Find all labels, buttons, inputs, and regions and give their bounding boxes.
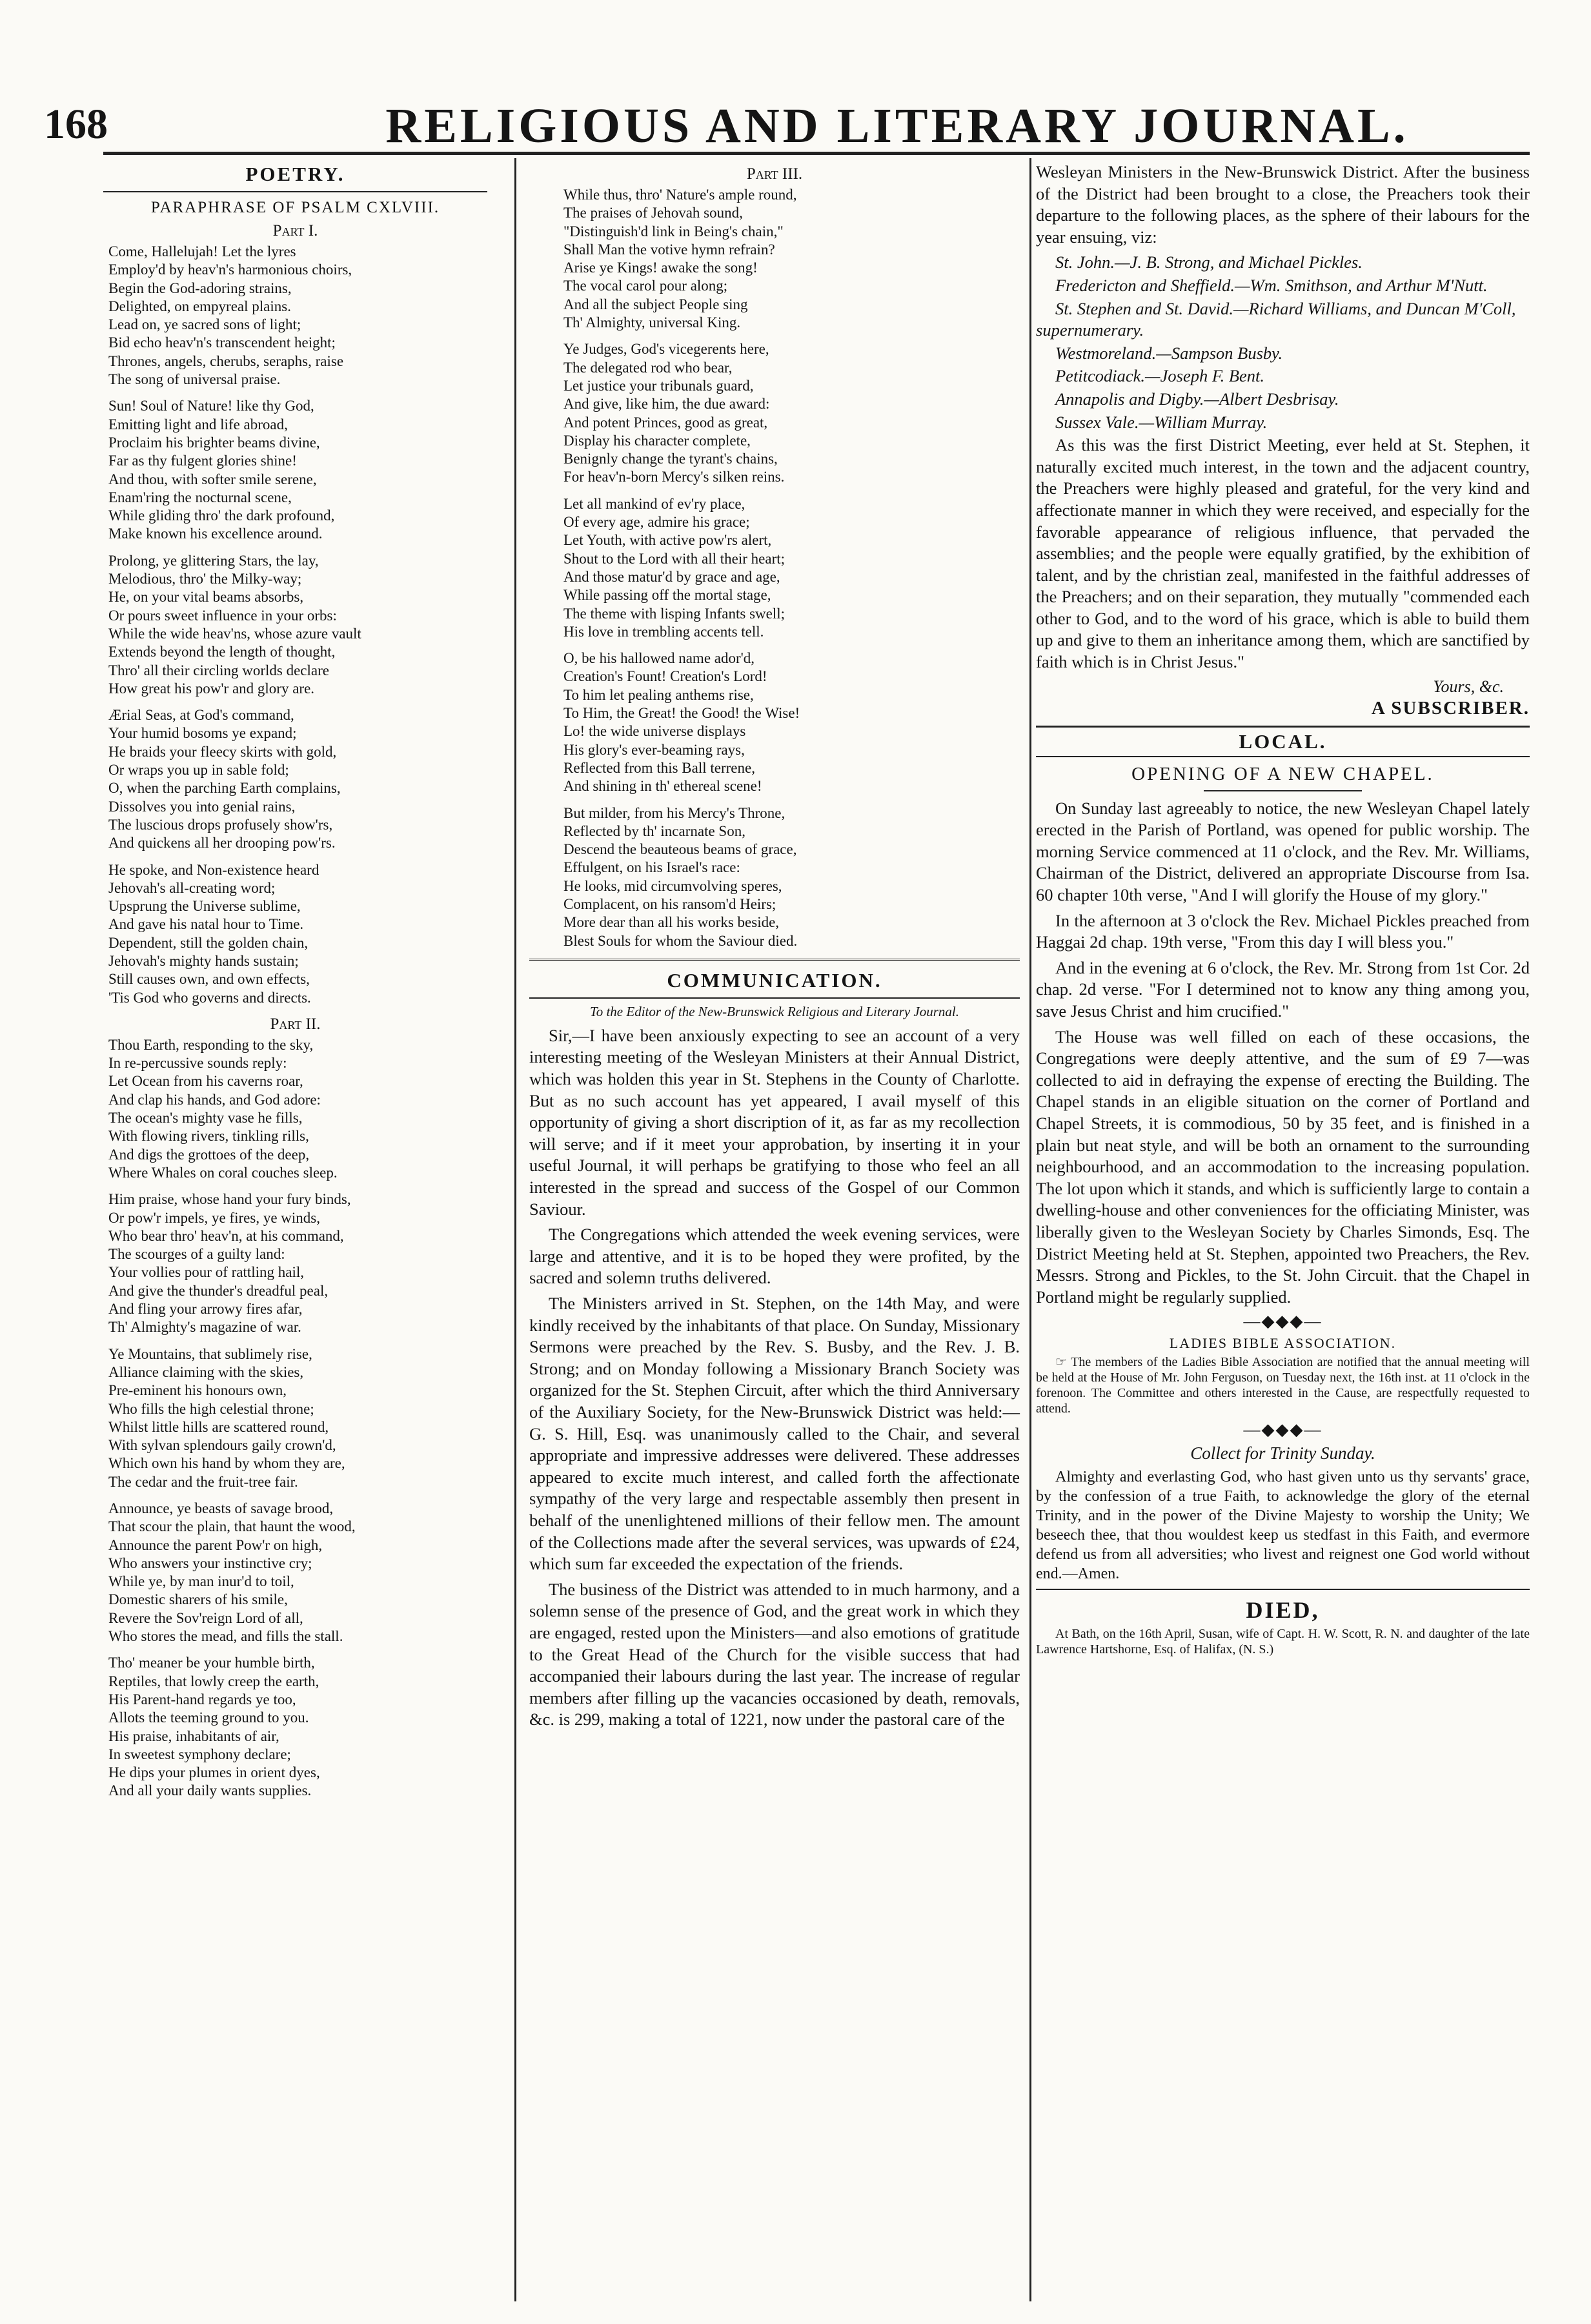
verse-line: And digs the grottoes of the deep, (108, 1146, 310, 1163)
rule (1036, 1589, 1530, 1590)
verse-line: Or wraps you up in sable fold; (108, 762, 289, 779)
paragraph: Wesleyan Ministers in the New-Brunswick District. After the business of the District had been brought to a close, the Preachers took their departure to the following places, as the sphere of their labours for the year ensuing, viz: (1036, 162, 1530, 247)
stanza-group (103, 1036, 487, 1800)
verse-line: Announce the parent Pow'r on high, (108, 1536, 323, 1553)
verse-line: Let Youth, with active pow'rs alert, (563, 532, 772, 549)
verse-line: Your humid bosoms ye expand; (108, 725, 297, 742)
verse-line: Who answers your instinctive cry; (108, 1554, 312, 1571)
collect-text: Almighty and everlasting God, who hast given unto us thy servants' grace, by the confession of a true Faith, to acknowledge the glory of the eternal Trinity, and in the power of the Divine Majesty to worship the Unity; We beseech thee, that thou wouldest keep us stedfast in this Faith, and evermore defend us from all adversities; who livest and reignest one God world without end.—Amen. (1036, 1469, 1530, 1583)
station-entry: Annapolis and Digby.—Albert Desbrisay. (1055, 389, 1339, 409)
verse-line: The vocal carol pour along; (563, 278, 728, 294)
verse-line: His praise, inhabitants of air, (108, 1728, 279, 1744)
verse-line: How great his pow'r and glory are. (108, 680, 315, 697)
editor-address: To the Editor of the New-Brunswick Religious and Literary Journal. (589, 1003, 960, 1019)
verse-line: And all the subject People sing (563, 296, 748, 312)
stanza (103, 552, 487, 698)
verse-line: In re-percussive sounds reply: (108, 1055, 287, 1072)
verse-line: Reptiles, that lowly creep the earth, (108, 1673, 319, 1689)
verse-line: The scourges of a guilty land: (108, 1246, 285, 1263)
verse-line: Or pow'r impels, ye fires, ye winds, (108, 1209, 320, 1226)
verse-line: Arise ye Kings! awake the song! (563, 260, 758, 276)
verse-line: Let justice your tribunals guard, (563, 377, 754, 394)
verse-line: Which own his hand by whom they are, (108, 1455, 345, 1472)
verse-line: Still causes own, and own effects, (108, 971, 310, 988)
died-heading: DIED, (1246, 1597, 1320, 1624)
verse-line: While thus, thro' Nature's ample round, (563, 187, 797, 203)
collect-heading: Collect for Trinity Sunday. (1190, 1443, 1375, 1463)
verse-line: He dips your plumes in orient dyes, (108, 1764, 320, 1781)
verse-line: With flowing rivers, tinkling rills, (108, 1128, 309, 1145)
verse-line: Ærial Seas, at God's command, (108, 707, 294, 724)
verse-line: The cedar and the fruit-tree fair. (108, 1473, 298, 1490)
verse-line: Shout to the Lord with all their heart; (563, 550, 785, 567)
verse-line: The luscious drops profusely show'rs, (108, 816, 333, 833)
verse-line: Who bear thro' heav'n, at his command, (108, 1227, 344, 1244)
verse-line: Or pours sweet influence in your orbs: (108, 607, 337, 624)
verse-line: The ocean's mighty vase he fills, (108, 1110, 303, 1126)
verse-line: Display his character complete, (563, 432, 751, 449)
verse-line: Descend the beauteous beams of grace, (563, 841, 797, 858)
ornament: —◆◆◆— (1243, 1420, 1322, 1440)
verse-line: Domestic sharers of his smile, (108, 1591, 288, 1608)
paragraph: In the afternoon at 3 o'clock the Rev. Michael Pickles preached from Haggai 2d chap. 19th verse, "From this day I will bless you." (1036, 910, 1530, 952)
verse-line: His love in trembling accents tell. (563, 623, 764, 640)
verse-line: Let Ocean from his caverns roar, (108, 1073, 303, 1090)
died-notice: At Bath, on the 16th April, Susan, wife of Capt. H. W. Scott, R. N. and daughter of the late Lawrence Hartshorne, Esq. of Halifax, (N. S.) (1036, 1627, 1530, 1657)
verse-line: O, when the parching Earth complains, (108, 780, 341, 797)
verse-line: Benignly change the tyrant's chains, (563, 451, 778, 467)
verse-line: Where Whales on coral couches sleep. (108, 1164, 338, 1181)
masthead-rule (103, 152, 1530, 155)
verse-line: Tho' meaner be your humble birth, (108, 1655, 315, 1671)
verse-line: And all your daily wants supplies. (108, 1782, 312, 1799)
stanza (103, 1500, 487, 1646)
stanza (103, 243, 487, 389)
verse-line: But milder, from his Mercy's Throne, (563, 804, 785, 821)
verse-line: While the wide heav'ns, whose azure vault (108, 625, 361, 642)
verse-line: Delighted, on empyreal plains. (108, 298, 291, 314)
paragraph: The Ministers arrived in St. Stephen, on the 14th May, and were kindly received by the inhabitants of that place. On Sunday, Missionary Sermons were preached by the Rev. S. Busby, and the Rev. J. B. Strong; and on Monday following a Missionary Branch Society was organized for the St. Stephen Circuit, after which the third Anniversary of the Auxiliary Society, for the New-Brunswick District was held:—G. S. Hill, Esq. was unanimously called to the Chair, and several appropriate and impressive addresses were delivered. These addresses appeared to excite much interest, and called forth the affectionate sympathy of the very large and respectable assembly then present in behalf of the unenlightened millions of their fellow men. The amount of the Collections made after the several services, was upwards of £24, which sum far exceeded the expectation of the friends. (529, 1294, 1020, 1574)
verse-line: Dissolves you into genial rains, (108, 798, 296, 815)
verse-line: O, be his hallowed name ador'd, (563, 650, 755, 667)
verse-line: And potent Princes, good as great, (563, 414, 768, 431)
verse-line: He braids your fleecy skirts with gold, (108, 743, 337, 760)
verse-line: Who fills the high celestial throne; (108, 1400, 314, 1417)
verse-line: And thou, with softer smile serene, (108, 471, 317, 487)
verse-line: And quickens all her drooping pow'rs. (108, 835, 336, 851)
verse-line: Sun! Soul of Nature! like thy God, (108, 398, 314, 414)
left-column (103, 161, 487, 1809)
verse-line: Proclaim his brighter beams divine, (108, 434, 320, 451)
verse-line: He spoke, and Non-existence heard (108, 861, 319, 878)
poem-title: PARAPHRASE OF PSALM CXLVIII. (150, 199, 440, 216)
rule (103, 191, 487, 192)
verse-line: He looks, mid circumvolving speres, (563, 877, 782, 894)
closing-paragraph: As this was the first District Meeting, ever held at St. Stephen, it naturally excited much interest, in the town and the adjacent country, the Preachers were highly pleased and grateful, for the very kind and affectionate manner in which they were received, and especially for the favorable appearance of religious influence, that pervaded the assemblies; and the people were equally gratified, by the exhibition of talent, and by the christian zeal, manifested in the faithful addresses of the Preachers; and on their separation, they mutually "commended each other to God, and to the word of his grace, which is able to build them up and give to them an inheritance among them, which are sanctified by faith which is in Christ Jesus." (1036, 435, 1530, 672)
verse-line: Make known his excellence around. (108, 525, 323, 542)
stanza (103, 1190, 487, 1336)
verse-line: The delegated rod who bear, (563, 359, 733, 376)
rule (529, 959, 1020, 963)
verse-line: For heav'n-born Mercy's silken reins. (563, 469, 785, 485)
stanza (103, 861, 487, 1007)
chapel-heading: OPENING OF A NEW CHAPEL. (1131, 763, 1434, 784)
verse-line: Upsprung the Universe sublime, (108, 898, 301, 915)
ladies-heading: LADIES BIBLE ASSOCIATION. (1169, 1335, 1397, 1352)
verse-line: Pre-eminent his honours own, (108, 1382, 287, 1399)
verse-line: Dependent, still the golden chain, (108, 934, 309, 951)
stanza (103, 1036, 487, 1182)
paragraph: The Congregations which attended the week evening services, were large and attentive, and it is to be hoped they were profited, by the sacred and solemn truths delivered. (529, 1225, 1020, 1288)
paragraph: And in the evening at 6 o'clock, the Rev. Mr. Strong from 1st Cor. 2d chap. 2d verse. "For I determined not to know any thing among you, save Jesus Christ and him crucified." (1036, 957, 1530, 1021)
verse-line: While gliding thro' the dark profound, (108, 507, 335, 524)
paragraph: On Sunday last agreeably to notice, the new Wesleyan Chapel lately erected in the Parish of Portland, was opened for public worship. The morning Service commenced at 11 o'clock, and the Rev. Mr. Williams, Chairman of the District, delivered an appropriate Discourse from Isa. 60 chapter 10th verse, "And I will glorify the House of my glory." (1036, 798, 1530, 905)
station-entry: St. Stephen and St. David.—Richard Williams, and Duncan M'Coll, supernumerary. (1036, 298, 1516, 340)
verse-line: Revere the Sov'reign Lord of all, (108, 1609, 303, 1626)
verse-line: The praises of Jehovah sound, (563, 205, 743, 221)
stanza (558, 186, 1020, 332)
verse-line: The theme with lisping Infants swell; (563, 605, 785, 622)
verse-line: More dear than all his works beside, (563, 914, 780, 931)
poetry-heading: POETRY. (245, 163, 345, 185)
verse-line: To Him, the Great! the Good! the Wise! (563, 705, 800, 722)
station-entry: Sussex Vale.—William Murray. (1055, 412, 1268, 432)
verse-line: Thro' all their circling worlds declare (108, 662, 329, 678)
verse-line: And clap his hands, and God adore: (108, 1091, 321, 1108)
verse-line: Lead on, ye sacred sons of light; (108, 316, 301, 333)
verse-line: The song of universal praise. (108, 371, 281, 388)
part-label: Part III. (746, 165, 803, 183)
verse-line: Extends beyond the length of thought, (108, 644, 336, 660)
verse-line: Announce, ye beasts of savage brood, (108, 1500, 334, 1516)
verse-line: Jehovah's mighty hands sustain; (108, 952, 299, 969)
stanza (103, 397, 487, 543)
verse-line: Thou Earth, responding to the sky, (108, 1036, 314, 1053)
verse-line: Your vollies pour of rattling hail, (108, 1264, 305, 1281)
verse-line: Him praise, whose hand your fury binds, (108, 1191, 351, 1208)
paragraph: The business of the District was attended to in much harmony, and a solemn sense of the presence of God, and the great work in which they are engaged, rested upon the Ministers—and also emotions of gratitude to the Great Head of the Church for the visible success that had accompanied their labours during the last year. The increase of regular members after filling up the vacancies occasioned by death, removals, &c. is 299, making a total of 1221, now under the pastoral care of the (529, 1579, 1020, 1729)
journal-masthead: RELIGIOUS AND LITERARY JOURNAL. (385, 99, 1409, 153)
right-column (1036, 161, 1530, 1661)
verse-line: Reflected by th' incarnate Son, (563, 822, 745, 839)
part-label: Part II. (270, 1015, 321, 1033)
verse-line: And fling your arrowy fires afar, (108, 1301, 303, 1318)
stanza (558, 804, 1020, 950)
verse-line: Ye Judges, God's vicegerents here, (563, 341, 769, 358)
verse-line: Begin the God-adoring strains, (108, 280, 292, 296)
verse-line: With sylvan splendours gaily crown'd, (108, 1437, 336, 1454)
verse-line: While ye, by man inur'd to toil, (108, 1573, 294, 1590)
local-heading: LOCAL. (1036, 726, 1530, 757)
ornament: —◆◆◆— (1243, 1312, 1322, 1331)
stanza (558, 649, 1020, 795)
verse-line: Creation's Fount! Creation's Lord! (563, 668, 767, 685)
station-list (1036, 252, 1530, 433)
station-entry: Fredericton and Sheffield.—Wm. Smithson, and Arthur M'Nutt. (1055, 275, 1488, 295)
verse-line: His glory's ever-beaming rays, (563, 741, 745, 758)
stanza-group (529, 186, 1020, 950)
verse-line: 'Tis God who governs and directs. (108, 989, 311, 1006)
letter-continuation (1036, 161, 1530, 248)
chapel-article (1036, 798, 1530, 1309)
column-divider (1029, 158, 1031, 2301)
verse-line: Th' Almighty, universal King. (563, 314, 741, 331)
verse-line: Of every age, admire his grace; (563, 514, 750, 531)
verse-line: And give the thunder's dreadful peal, (108, 1282, 329, 1299)
verse-line: His Parent-hand regards ye too, (108, 1691, 296, 1707)
verse-line: Alliance claiming with the skies, (108, 1363, 304, 1380)
verse-line: And shining in th' ethereal scene! (563, 778, 762, 795)
letter-body (529, 1025, 1020, 1731)
part-label: Part I. (272, 222, 318, 240)
stanza (558, 495, 1020, 641)
rule (529, 997, 1020, 999)
verse-line: To him let pealing anthems rise, (563, 686, 754, 703)
verse-line: Ye Mountains, that sublimely rise, (108, 1345, 312, 1362)
column-divider (514, 158, 516, 2301)
verse-line: Jehovah's all-creating word; (108, 879, 276, 896)
verse-line: Far as thy fulgent glories shine! (108, 453, 297, 469)
verse-line: Shall Man the votive hymn refrain? (563, 241, 775, 258)
verse-line: Thrones, angels, cherubs, seraphs, raise (108, 352, 344, 369)
verse-line: Melodious, thro' the Milky-way; (108, 571, 302, 587)
verse-line: Allots the teeming ground to you. (108, 1709, 309, 1726)
paragraph: The House was well filled on each of these occasions, the Congregations were deeply attentive, and the sum of £9 7—was collected to aid in defraying the expense of erecting the Building. The Chapel stands in an eligible situation on the corner of Portland and Chapel Streets, it is commodious, 50 by 35 feet, and is finished in a plain but neat style, and will be both an ornament to the surrounding neighbourhood, and an accommodation to the increasing population. The lot upon which it stands, and which is sufficiently large to contain a dwelling-house and other conveniences for the officiating Minister, was liberally given to the Wesleyan Society by Charles Simonds, Esq. The District Meeting held at St. Stephen, appointed two Preachers, the Rev. Messrs. Strong and Pickles, to the St. John Circuit. that the Chapel in Portland might be regularly supplied. (1036, 1026, 1530, 1307)
verse-line: He, on your vital beams absorbs, (108, 589, 304, 606)
verse-line: Th' Almighty's magazine of war. (108, 1319, 301, 1336)
verse-line: Enam'ring the nocturnal scene, (108, 489, 292, 505)
verse-line: Whilst little hills are scattered round, (108, 1418, 329, 1435)
verse-line: Effulgent, on his Israel's race: (563, 859, 740, 876)
verse-line: Reflected from this Ball terrene, (563, 759, 755, 776)
verse-line: Emitting light and life abroad, (108, 416, 288, 433)
verse-line: Employ'd by heav'n's harmonious choirs, (108, 261, 352, 278)
verse-line: In sweetest symphony declare; (108, 1746, 291, 1762)
station-entry: Westmoreland.—Sampson Busby. (1055, 343, 1283, 363)
verse-line: Let all mankind of ev'ry place, (563, 495, 745, 512)
verse-line: That scour the plain, that haunt the wood, (108, 1518, 356, 1535)
page-number: 168 (44, 101, 108, 148)
verse-line: Complacent, on his ransom'd Heirs; (563, 895, 776, 912)
verse-line: Lo! the wide universe displays (563, 723, 746, 740)
verse-line: Blest Souls for whom the Saviour died. (563, 932, 798, 949)
verse-line: And give, like him, the due award: (563, 396, 770, 413)
verse-line: Bid echo heav'n's transcendent height; (108, 334, 336, 351)
stanza (103, 1654, 487, 1800)
verse-line: "Distinguish'd link in Being's chain," (563, 223, 784, 240)
verse-line: Who stores the mead, and fills the stall. (108, 1628, 343, 1645)
sign-off: Yours, &c. (1433, 677, 1504, 696)
subscriber-signature: A SUBSCRIBER. (1371, 697, 1530, 719)
station-entry: Petitcodiack.—Joseph F. Bent. (1055, 366, 1265, 386)
rule (1204, 790, 1362, 791)
verse-line: Prolong, ye glittering Stars, the lay, (108, 552, 319, 569)
ladies-notice: ☞ The members of the Ladies Bible Association are notified that the annual meeting will be held at the House of Mr. John Ferguson, on Tuesday next, the 16th inst. at 11 o'clock in the forenoon. The Committee and others interested in the Cause, are respectfully requested to attend. (1036, 1355, 1530, 1416)
paragraph: Sir,—I have been anxiously expecting to see an account of a very interesting meeting of the Wesleyan Ministers at their Annual District, which was holden this year in St. Stephens in the County of Charlotte. But as no such account has yet appeared, I avail myself of this opportunity of giving a short discription of it, as far as my recollection will serve; and if it meet your approbation, by inserting it in your useful Journal, it will perhaps be gratifying to those who feel an all interested in the spread and success of the Gospel of our Common Saviour. (529, 1025, 1020, 1219)
stanza (558, 340, 1020, 486)
verse-line: And gave his natal hour to Time. (108, 916, 304, 933)
verse-line: While passing off the mortal stage, (563, 587, 771, 604)
communication-heading: COMMUNICATION. (667, 968, 882, 992)
stanza (103, 706, 487, 852)
stanza-group (103, 243, 487, 1007)
stanza (103, 1345, 487, 1491)
middle-column (529, 161, 1020, 1735)
verse-line: And those matur'd by grace and age, (563, 568, 780, 585)
verse-line: Come, Hallelujah! Let the lyres (108, 243, 296, 260)
station-entry: St. John.—J. B. Strong, and Michael Pickles. (1055, 252, 1363, 272)
